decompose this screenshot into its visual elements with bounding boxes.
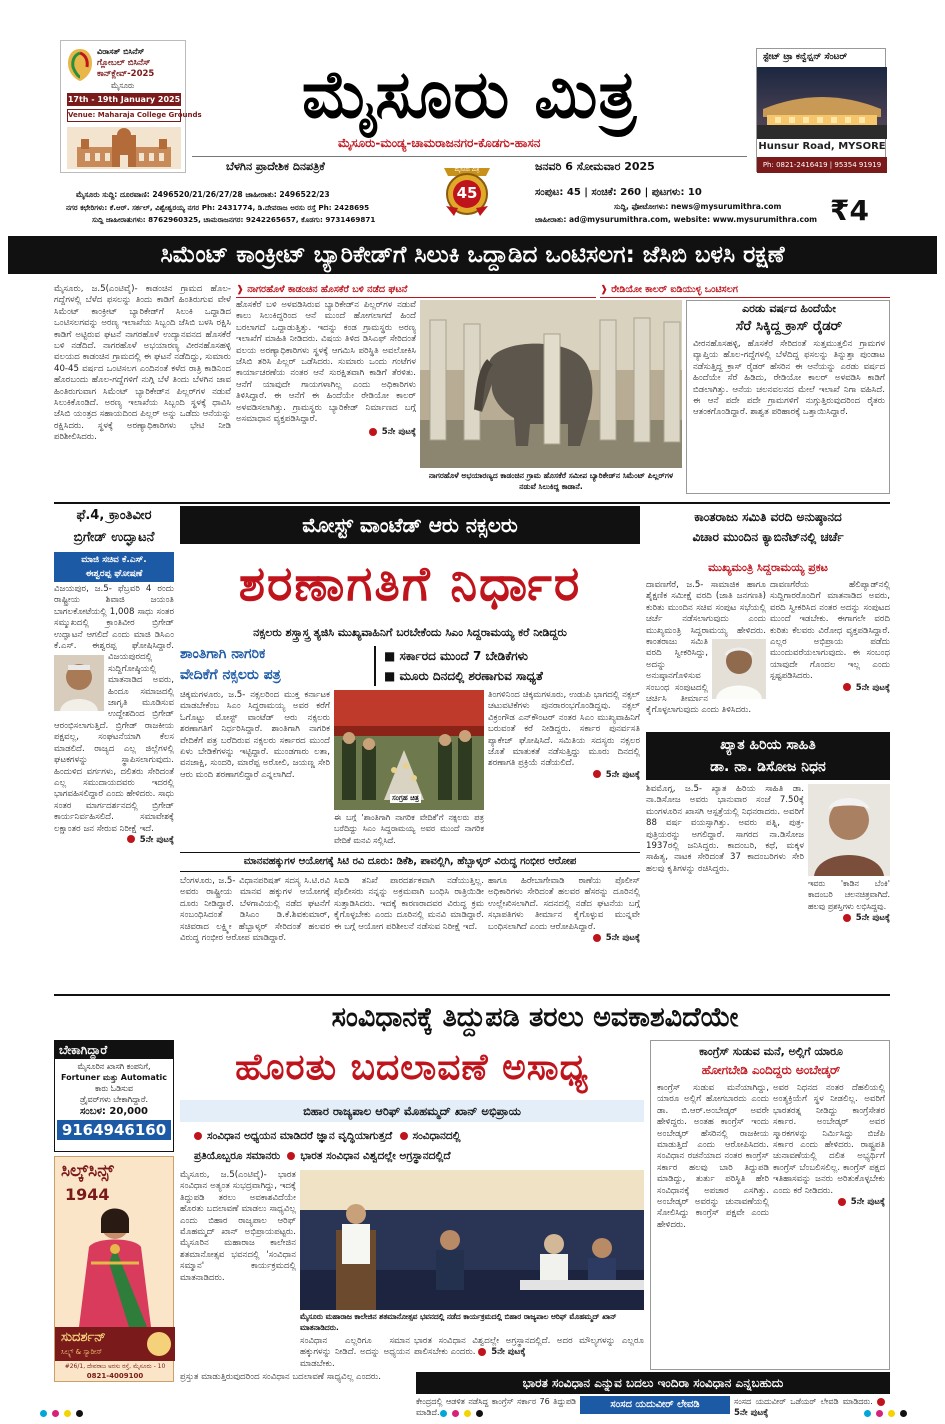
convention-title: ಸ್ಟೇಟ್‌ ಟ್ರಾ ಕನ್ವೆನ್ಷನ್ ಸೆಂಟರ್	[763, 52, 848, 62]
kantharaju-body-1: ದಾವಣಗೆರೆ, ಜ.5- ಸಾಮಾಜಿಕ ಹಾಗೂ ಶೈಕ್ಷಣಿಕ ಸಮೀಕ್ಷೆ ವರದಿ (ಜಾತಿ ಜನಗಣತಿ) ಕುರಿತು ಮುಂದಿನ ಸಚಿವ ಸಂಪುಟ ಸಭೆಯಲ್ಲಿ ಚರ್ಚೆ ನಡೆಸಲಾಗುವುದು ಎಂದು ಮುಖ್ಯಮಂತ್ರಿ ಸಿದ್ದರಾಮಯ್ಯ ಹೇಳಿದರು. ಕಾಂತರಾಜು ಸಮಿತಿ ವರದಿ ಸ್ವೀಕರಿಸಿದ್ದು, ಅದನ್ನು ಅನುಷ್ಠಾನಗೊಳಿಸುವ ಸಂಬಂಧ ಸಂಪುಟದಲ್ಲಿ ಚರ್ಚಿಸಿ ತೀರ್ಮಾನ ಕೈಗೊಳ್ಳಲಾಗುವುದು ಎಂದು ತಿಳಿಸಿದರು.	[646, 580, 766, 716]
sidebox-body: ವೀರನಹೊಸಹಳ್ಳಿ, ಹೊಸಕೆರೆ ಸೇರಿದಂತೆ ಸುತ್ತಮುತ್ತಲಿನ ಗ್ರಾಮಗಳ ವ್ಯಾಪ್ತಿಯ ಹೊಲ-ಗದ್ದೆಗಳಲ್ಲಿ ಬೆಳೆದಿದ್ದ ಫಸಲನ್ನು ತಿನ್ನುತ್ತಾ ಪುಂಡಾಟ ನಡೆಸುತ್ತಿದ್ದ ಕ್ರಾಸ್ ರೈಡರ್ ಹೆಸರಿನ ಈ ಆನೆಯನ್ನು ಎರಡು ವರ್ಷದ ಹಿಂದೆಯೇ ಸೆರೆ ಹಿಡಿದು, ರೇಡಿಯೋ ಕಾಲರ್ ಅಳವಡಿಸಿ ಕಾಡಿಗೆ ಬಿಡಲಾಗಿತ್ತು. ಆನೆಯ ಚಲನವಲನದ ಮೇಲೆ ಇಲಾಖೆ ನಿಗಾ ವಹಿಸಿದೆ. ಈ ಆನೆ ಪದೇ ಪದೇ ಗ್ರಾಮಗಳಿಗೆ ನುಗ್ಗುತ್ತಿರುವುದರಿಂದ ರೈತರು ಆತಂಕಗೊಂಡಿದ್ದಾರೆ. ಶಾಶ್ವತ ಪರಿಹಾರಕ್ಕೆ ಒತ್ತಾಯಿಸಿದ್ದಾರೆ.	[693, 339, 885, 418]
governor-photo	[300, 1170, 644, 1310]
lead-body-col-1: ಮೈಸೂರು, ಜ.5(ಎಂಟಿವೈ)- ಕಾಡಂಚಿನ ಗ್ರಾಮದ ಹೊಲ-ಗದ್ದೆಗಳಲ್ಲಿ ಬೆಳೆದ ಫಸಲನ್ನು ತಿಂದು ಕಾಡಿಗೆ ಹಿಂತಿರುಗುವ ವೇಳೆ ಸಿಮೆಂಟ್ ಕಾಂಕ್ರೀಟ್ ಬ್ಯಾರಿಕೇಡ್‌ಗೆ ಸಿಲುಕಿ ಒದ್ದಾಡಿದ ಒಂಟಿಸಲಗವನ್ನು ಅರಣ್ಯ ಇಲಾಖೆಯ ಸಿಬ್ಬಂದಿ ಜೆಸಿಬಿ ಬಳಸಿ ರಕ್ಷಿಸಿ ಕಾಡಿಗೆ ಅಟ್ಟಿರುವ ಘಟನೆ ನಾಗರಹೊಳೆ ಉದ್ಯಾನವನದ ಹೊಸಕೆರೆ ಬಳಿ ನಡೆದಿದೆ. ನಾಗರಹೊಳೆ ಅಭಯಾರಣ್ಯ ವೀರನಹೊಸಹಳ್ಳಿ ವಲಯದ ಕಾಡಂಚಿನ ಗ್ರಾಮದಲ್ಲಿ ಈ ಘಟನೆ ನಡೆದಿದ್ದು, ಸುಮಾರು 40-45 ವರ್ಷದ ಒಂಟಿಸಲಗ ಎಂದಿನಂತೆ ಕಳೆದ ರಾತ್ರಿ ಕಾಡಿನಿಂದ ಹೊರಬಂದು ಹೊಲ-ಗದ್ದೆಗಳಿಗೆ ನುಗ್ಗಿ ಬೆಳೆ ತಿಂದು ಬೆಳಗಿನ ಜಾವ ಹಿಂತಿರುಗುವಾಗ ಸಿಮೆಂಟ್ ಬ್ಯಾರಿಕೇಡ್‌ನ ಪಿಲ್ಲರ್‌ಗಳ ನಡುವೆ ಸಿಲುಕಿಕೊಂಡಿದೆ. ಅರಣ್ಯ ಇಲಾಖೆಯ ಸಿಬ್ಬಂದಿ ಸ್ಥಳಕ್ಕೆ ಧಾವಿಸಿ ಜೆಸಿಬಿ ಯಂತ್ರದ ಸಹಾಯದಿಂದ ಪಿಲ್ಲರ್ ಅನ್ನು ಒಡೆದು ಆನೆಯನ್ನು ರಕ್ಷಿಸಿದರು. ಸ್ಥಳಕ್ಕೆ ಅರಣ್ಯಾಧಿಕಾರಿಗಳು ಭೇಟಿ ನೀಡಿ ಪರಿಶೀಲಿಸಿದರು.	[54, 284, 231, 443]
sidebox-head-2: ಸೆರೆ ಸಿಕ್ಕಿದ್ದ ಕ್ರಾಸ್ ರೈಡರ್	[735, 318, 843, 334]
registration-dot-black	[76, 1410, 83, 1417]
silk-ad-brand-sub: ಸಿಲ್ಕ್ಸ್ & ಸ್ಯಾರೀಸ್	[61, 1348, 103, 1356]
classified-line-3: ಕಾರು ಓಡಿಸುವ	[94, 1084, 134, 1093]
siddaramaiah-photo	[712, 639, 766, 699]
kantharaju-head-2: ವಿಚಾರ ಮುಂದಿನ ಕ್ಯಾಬಿನೆಟ್‌ನಲ್ಲಿ ಚರ್ಚೆ	[692, 530, 844, 544]
bottom-more-link[interactable]: 5ನೇ ಪುಟಕ್ಕೆ	[734, 1408, 769, 1419]
bottom-body-2: ಕೇಂದ್ರದಲ್ಲಿ ಆಡಳಿತ ನಡೆಸಿದ್ದ ಕಾಂಗ್ರೆಸ್ ಸರ್ಕಾರ 76 ತಿದ್ದುಪಡಿ ಮಾಡಿದೆ.	[416, 1397, 576, 1418]
elephant-caption: ನಾಗರಹೊಳೆ ಅಭಯಾರಣ್ಯದ ಕಾಡಂಚಿನ ಗ್ರಾಮ ಹೊಸಕೆರೆ ಸಮೀಪ ಬ್ಯಾರಿಕೇಡ್‌ನ ಸಿಮೆಂಟ್ ಪಿಲ್ಲರ್‌ಗಳ ನಡುವೆ ಸಿಲುಕಿದ್ದ ಕಾಡಾನೆ.	[428, 471, 674, 491]
brigade-sub-2: ಈಶ್ವರಪ್ಪ ಘೋಷಣೆ	[85, 569, 143, 579]
silk-ad-phone: 0821-4009100	[86, 1372, 144, 1380]
event-logo-icon	[65, 47, 95, 83]
maoist-photo-caption: ಈ ಬಗ್ಗೆ 'ಶಾಂತಿಗಾಗಿ ನಾಗರಿಕ ವೇದಿಕೆ'ಗೆ ನಕ್ಸಲರು ಪತ್ರ ಬರೆದಿದ್ದು ಸಿಎಂ ಸಿದ್ದರಾಮಯ್ಯ ಅವರ ಮುಂದೆ ನಾಗರಿಕ ವೇದಿಕೆ ಮನವಿ ಸಲ್ಲಿಸಿದೆ.	[334, 813, 484, 845]
lead-body-col-2: ಹೊಸಕೆರೆ ಬಳಿ ಅಳವಡಿಸಿರುವ ಬ್ಯಾರಿಕೇಡ್‌ನ ಪಿಲ್ಲರ್‌ಗಳ ನಡುವೆ ಕಾಲು ಸಿಲುಕಿದ್ದರಿಂದ ಆನೆ ಮುಂದೆ ಹೋಗಲಾಗದೆ ಹಿಂದೆ ಬರಲಾಗದೆ ಒದ್ದಾಡುತ್ತಿತ್ತು. ಇದನ್ನು ಕಂಡ ಗ್ರಾಮಸ್ಥರು ಅರಣ್ಯ ಇಲಾಖೆಗೆ ಮಾಹಿತಿ ನೀಡಿದರು. ವಿಷಯ ತಿಳಿದ ಡಿಸಿಎಫ್ ಸೇರಿದಂತೆ ವಲಯ ಅರಣ್ಯಾಧಿಕಾರಿಗಳು ಸ್ಥಳಕ್ಕೆ ಆಗಮಿಸಿ ಪರಿಸ್ಥಿತಿ ಅವಲೋಕಿಸಿ ಜೆಸಿಬಿ ತರಿಸಿ ಪಿಲ್ಲರ್ ಒಡೆಸಿದರು. ಸುಮಾರು ಒಂದು ಗಂಟೆಗಳ ಕಾರ್ಯಾಚರಣೆಯ ನಂತರ ಆನೆ ಸುರಕ್ಷಿತವಾಗಿ ಕಾಡಿಗೆ ತೆರಳಿತು. ಆನೆಗೆ ಯಾವುದೇ ಗಾಯಗಳಾಗಿಲ್ಲ ಎಂದು ಅಧಿಕಾರಿಗಳು ತಿಳಿಸಿದ್ದಾರೆ. ಈ ಆನೆಗೆ ಈ ಹಿಂದೆಯೇ ರೇಡಿಯೋ ಕಾಲರ್ ಅಳವಡಿಸಲಾಗಿತ್ತು. ಗ್ರಾಮಸ್ಥರು ಬ್ಯಾರಿಕೇಡ್ ನಿರ್ಮಾಣದ ಬಗ್ಗೆ ಅಸಮಾಧಾನ ವ್ಯಕ್ತಪಡಿಸಿದ್ದಾರೆ. 5ನೇ ಪುಟಕ್ಕೆ	[236, 300, 416, 438]
emblem-label: ಮೈಸೂರು ಮಿತ್ರ	[454, 167, 480, 173]
maoist-body-1: ಚಿಕ್ಕಮಗಳೂರು, ಜ.5- ನಕ್ಸಲರಿಂದ ಮುಕ್ತ ಕರ್ನಾಟಕ ಮಾಡಬೇಕೆಂಬ ಸಿಎಂ ಸಿದ್ದರಾಮಯ್ಯ ಅವರ ಕರೆಗೆ ಓಗೊಟ್ಟು ಮೋಸ್ಟ್ ವಾಂಟೆಡ್ ಆರು ನಕ್ಸಲರು ಶರಣಾಗತಿಗೆ ನಿರ್ಧರಿಸಿದ್ದಾರೆ. ಶಾಂತಿಗಾಗಿ ನಾಗರಿಕ ವೇದಿಕೆಗೆ ಪತ್ರ ಬರೆದಿರುವ ನಕ್ಸಲರು ಸರ್ಕಾರದ ಮುಂದೆ ಏಳು ಬೇಡಿಕೆಗಳನ್ನು ಇಟ್ಟಿದ್ದಾರೆ. ಮುಂಡಗಾರು ಲತಾ, ವನಜಾಕ್ಷಿ, ಸುಂದರಿ, ಮಾರೆಪ್ಪ ಅರೋಲಿ, ಜಯಣ್ಣ ಸೇರಿ ಆರು ಮಂದಿ ಶರಣಾಗಲಿದ್ದಾರೆ ಎನ್ನಲಾಗಿದೆ.	[180, 690, 330, 780]
bottom-body-3: ಸಂಸದ ಯದುವೀರ್ ಒಡೆಯರ್ ಲೇವಡಿ ಮಾಡಿದರು. 5ನೇ ಪುಟಕ್ಕೆ	[734, 1396, 890, 1420]
ravi-body-1: ಬೆಂಗಳೂರು, ಜ.5- ವಿಧಾನಪರಿಷತ್ ಸದಸ್ಯ ಸಿ.ಟಿ.ರವಿ ಅವರು ರಾಷ್ಟ್ರೀಯ ಮಾನವ ಹಕ್ಕುಗಳ ಆಯೋಗಕ್ಕೆ ದೂರು ನೀಡಿದ್ದಾರೆ. ಬೆಳಗಾವಿಯಲ್ಲಿ ನಡೆದ ಘಟನೆಗೆ ಸಂಬಂಧಿಸಿದಂತೆ ಡಿಸಿಎಂ ಡಿ.ಕೆ.ಶಿವಕುಮಾರ್, ಸಚಿವರಾದ ಲಕ್ಷ್ಮೀ ಹೆಬ್ಬಾಳ್ಕರ್ ಸೇರಿದಂತೆ ಹಲವರ ವಿರುದ್ಧ ಗಂಭೀರ ಆರೋಪ ಮಾಡಿದ್ದಾರೆ.	[180, 876, 330, 944]
kantharaju-sub: ಮುಖ್ಯಮಂತ್ರಿ ಸಿದ್ದರಾಮಯ್ಯ ಪ್ರಕಟ	[708, 561, 828, 574]
regions-line: ಮೈಸೂರು-ಮಂಡ್ಯ-ಚಾಮರಾಜನಗರ-ಕೊಡಗು-ಹಾಸನ	[338, 136, 541, 150]
classified-line-2: Fortuner ಮತ್ತು Automatic	[60, 1073, 168, 1082]
eshwarappa-photo	[54, 655, 104, 711]
convention-phone: Ph: 0821-2416419 | 95354 91919	[757, 157, 887, 173]
constitution-body-1: ಮೈಸೂರು, ಜ.5(ಎಂಟಿವೈ)- ಭಾರತ ಸಂವಿಧಾನ ಅತ್ಯಂತ ಸುಭದ್ರವಾಗಿದ್ದು, ಇದಕ್ಕೆ ತಿದ್ದುಪಡಿ ತರಲು ಅವಕಾಶವಿದೆಯೇ ಹೊರತು ಬದಲಾವಣೆ ಮಾಡಲು ಸಾಧ್ಯವಿಲ್ಲ ಎಂದು ಬಿಹಾರ ರಾಜ್ಯಪಾಲ ಆರಿಫ್ ಮೊಹಮ್ಮದ್ ಖಾನ್ ಅಭಿಪ್ರಾಯಪಟ್ಟರು. ಮೈಸೂರಿನ ಮಹಾರಾಜ ಕಾಲೇಜಿನ ಶತಮಾನೋತ್ಸವ ಭವನದಲ್ಲಿ 'ಸಂವಿಧಾನ ಸಮ್ಮಾನ' ಕಾರ್ಯಕ್ರಮದಲ್ಲಿ ಮಾತನಾಡಿದರು.	[180, 1170, 296, 1283]
event-line-4: ಮೈಸೂರು	[111, 81, 135, 90]
maoist-quote-1: ಶಾಂತಿಗಾಗಿ ನಾಗರಿಕ	[180, 646, 266, 662]
event-line-2: ಗ್ಲೋಬಲ್ ಬಿಸಿನೆಸ್	[97, 58, 151, 68]
brigade-sub	[54, 552, 174, 582]
brigade-head-1: ಫೆ.4, ಕ್ರಾಂತಿವೀರ	[76, 508, 152, 523]
tagline: ಬೆಳಗಿನ ಪ್ರಾದೇಶಿಕ ದಿನಪತ್ರಿಕೆ	[226, 160, 325, 173]
maoist-quote-2: ವೇದಿಕೆಗೆ ನಕ್ಸಲರು ಪತ್ರ	[180, 667, 281, 683]
lead-strap-1	[236, 282, 596, 298]
masthead	[0, 0, 945, 232]
editor-line: ಸುದ್ದಿ ಜಾಹೀರಾತುಗಳು: 8762960325, ಚಾಮರಾಜನಗರ: 9242265657, ಕೊಡಗು: 9731469871	[92, 215, 376, 224]
convention-place: Hunsur Road, MYSORE	[758, 141, 886, 152]
convention-hall-photo	[757, 67, 887, 139]
maoist-body-2: ತಿಂಗಳಿನಿಂದ ಚಿಕ್ಕಮಗಳೂರು, ಉಡುಪಿ ಭಾಗದಲ್ಲಿ ನಕ್ಸಲ್ ಚಟುವಟಿಕೆಗಳು ಪುನರಾರಂಭಗೊಂಡಿದ್ದವು. ನಕ್ಸಲ್ ವಿಕ್ರಂಗೌಡ ಎನ್‌ಕೌಂಟರ್ ನಂತರ ಸಿಎಂ ಮುಖ್ಯವಾಹಿನಿಗೆ ಬರುವಂತೆ ಕರೆ ನೀಡಿದ್ದರು. ಸರ್ಕಾರ ಪುನರ್ವಸತಿ ಪ್ಯಾಕೇಜ್ ಘೋಷಿಸಿದೆ. ಸಮಿತಿಯ ಸದಸ್ಯರು ನಕ್ಸಲರ ಜೊತೆ ಮಾತುಕತೆ ನಡೆಸುತ್ತಿದ್ದು ಮೂರು ದಿನದಲ್ಲಿ ಶರಣಾಗತಿ ಪ್ರಕ್ರಿಯೆ ನಡೆಯಲಿದೆ. 5ನೇ ಪುಟಕ್ಕೆ	[488, 690, 640, 780]
dsouza-photo	[808, 784, 890, 876]
bottom-banner: ಭಾರತ ಸಂವಿಧಾನ ಎನ್ನುವ ಬದಲು ಇಂದಿರಾ ಸಂವಿಧಾನ ಎನ್ನಬಹುದು	[416, 1372, 890, 1394]
constitution-body-2: ಸಂವಿಧಾನ ಎಲ್ಲರಿಗೂ ಸಮಾನ ಹಕ್ಕುಗಳನ್ನು ನೀಡಿದೆ. ಅದನ್ನು ಅಧ್ಯಯನ ಮಾಡಬೇಕು.	[300, 1336, 410, 1369]
convention-ad[interactable]	[756, 48, 886, 172]
ad-email: ಜಾಹೀರಾತು: ad@mysurumithra.com, website: www.mysurumithra.com	[535, 215, 818, 224]
sun-logo-icon	[147, 1332, 171, 1356]
maoist-quote	[180, 644, 366, 686]
congress-box	[650, 1040, 890, 1370]
mp-label: ಸಂಸದ ಯದುವೀರ್ ಲೇವಡಿ	[580, 1396, 730, 1414]
maoist-more-link[interactable]: 5ನೇ ಪುಟಕ್ಕೆ	[605, 769, 640, 780]
constitution-deck: ಬಿಹಾರ ರಾಜ್ಯಪಾಲ ಆರಿಫ್ ಮೊಹಮ್ಮದ್ ಖಾನ್ ಅಭಿಪ್ರಾಯ	[180, 1100, 644, 1122]
point-square-icon: ■	[384, 669, 400, 683]
strap-arrow-icon: ❱	[236, 284, 248, 295]
photo-label: ಸಂಗ್ರಹ ಚಿತ್ರ	[392, 794, 419, 802]
event-dates: 17th - 19th January 2025	[67, 95, 181, 104]
brigade-box	[54, 506, 174, 552]
newspaper-title: ಮೈಸೂರು ಮಿತ್ರ	[301, 55, 638, 133]
maoist-headline: ಶರಣಾಗತಿಗೆ ನಿರ್ಧಾರ	[238, 556, 582, 612]
event-venue: Venue: Maharaja College Grounds	[67, 109, 181, 122]
classified-salary: ಸಂಬಳ: 20,000	[79, 1106, 148, 1117]
bottom-body-1: ಪ್ರಸ್ತುತ ಮಾಡುತ್ತಿರುವುದರಿಂದ ಸಂವಿಧಾನ ಬದಲಾವಣೆ ಸಾಧ್ಯವಿಲ್ಲ ಎಂದರು.	[180, 1372, 381, 1382]
more-bullet-icon	[478, 1348, 486, 1356]
congress-head-1: ಕಾಂಗ್ರೆಸ್ ಸುಡುವ ಮನೆ, ಅಲ್ಲಿಗೆ ಯಾರೂ	[699, 1045, 843, 1058]
kantharaju-body-2: ದಾವಣಗೆರೆಯ ಹೆಲಿಪ್ಯಾಡ್‌ನಲ್ಲಿ ಸುದ್ದಿಗಾರರೊಂದಿಗೆ ಮಾತನಾಡಿದ ಅವರು, ವರದಿ ಸ್ವೀಕರಿಸಿದ ನಂತರ ಅದನ್ನು ಸಂಪುಟದ ಮುಂದೆ ಇಡಬೇಕು. ಈಗಾಗಲೇ ವರದಿ ಕುರಿತು ಕೆಲವರು ವಿರೋಧ ವ್ಯಕ್ತಪಡಿಸಿದ್ದಾರೆ. ಎಲ್ಲರ ಅಭಿಪ್ರಾಯ ಪಡೆದು ಮುಂದುವರೆಯಲಾಗುವುದು. ಈ ಸಂಬಂಧ ಯಾವುದೇ ಗೊಂದಲ ಇಲ್ಲ ಎಂದು ಸ್ಪಷ್ಟಪಡಿಸಿದರು. 5ನೇ ಪುಟಕ್ಕೆ	[770, 580, 890, 693]
more-bullet-icon	[593, 934, 601, 942]
maoist-kicker: ಮೋಸ್ಟ್ ವಾಂಟೆಡ್ ಆರು ನಕ್ಸಲರು	[180, 506, 640, 544]
registration-dot-magenta	[52, 1410, 59, 1417]
kantharaju-head	[646, 506, 890, 558]
point-bullet-icon	[194, 1132, 202, 1140]
lead-strap-2	[600, 282, 890, 298]
saree-model-photo	[69, 1203, 161, 1327]
registration-dot-yellow-3	[888, 1410, 895, 1417]
congress-more-link[interactable]: 5ನೇ ಪುಟಕ್ಕೆ	[850, 1197, 885, 1208]
volume-line: ಸಂಪುಟ: 45 | ಸಂಚಿಕೆ: 260 | ಪುಟಗಳು: 10	[535, 187, 702, 198]
obit-more-link[interactable]: 5ನೇ ಪುಟಕ್ಕೆ	[855, 913, 890, 924]
naxal-group-photo	[334, 690, 484, 810]
registration-dot-yellow-2	[464, 1410, 471, 1417]
registration-dot-magenta-2	[452, 1410, 459, 1417]
obit-body-2: ಇವರು 'ಕಾಡಿನ ಬೆಂಕಿ' ಕಾದಂಬರಿ ಚಲನಚಿತ್ರವಾಗಿದೆ. ಹಲವು ಪ್ರಶಸ್ತಿಗಳು ಲಭಿಸಿದ್ದವು. 5ನೇ ಪುಟಕ್ಕೆ	[808, 879, 890, 924]
more-bullet-icon	[843, 914, 851, 922]
price: ₹4	[830, 194, 869, 227]
constitution-points-row-2: ಪ್ರತಿಯೊಬ್ಬರೂ ಸಮಾನರು ಭಾರತ ಸಂವಿಧಾನ ವಿಶ್ವದಲ್ಲೇ ಅಗ್ರಸ್ಥಾನದಲ್ಲಿದೆ	[194, 1150, 451, 1162]
kantharaju-more-link[interactable]: 5ನೇ ಪುಟಕ್ಕೆ	[855, 682, 890, 693]
more-bullet-icon	[369, 428, 377, 436]
maoist-points	[374, 646, 640, 686]
silk-ad-year: 1944	[65, 1185, 110, 1204]
lead-banner: ಸಿಮೆಂಟ್ ಕಾಂಕ್ರೀಟ್ ಬ್ಯಾರಿಕೇಡ್‌ಗೆ ಸಿಲುಕಿ ಒದ್ದಾಡಿದ ಒಂಟಿಸಲಗ: ಜೆಸಿಬಿ ಬಳಸಿ ರಕ್ಷಣೆ	[8, 236, 937, 274]
registration-dot-magenta-3	[876, 1410, 883, 1417]
silk-ad-title: ಸಿಲ್ಕ್‌ಸಿನ್ಸ್	[61, 1161, 114, 1181]
governor-caption: ಮೈಸೂರು ಮಹಾರಾಜ ಕಾಲೇಜಿನ ಶತಮಾನೋತ್ಸವ ಭವನದಲ್ಲಿ ನಡೆದ ಕಾರ್ಯಕ್ರಮದಲ್ಲಿ ಬಿಹಾರ ರಾಜ್ಯಪಾಲ ಆರಿಫ್ ಮೊಹಮ್ಮದ್ ಖಾನ್ ಮಾತನಾಡಿದರು.	[300, 1312, 617, 1332]
classified-ad[interactable]	[54, 1040, 174, 1152]
ravi-headline: ಮಾನವಹಕ್ಕುಗಳ ಆಯೋಗಕ್ಕೆ ಸಿಟಿ ರವಿ ದೂರು: ಡಿಕೆಶಿ, ಪಾವಲ್ಲಿಗಿ, ಹೆಬ್ಬಾಳ್ಕರ್ ವಿರುದ್ಧ ಗಂಭೀರ ಆರೋಪ	[180, 852, 640, 872]
more-bullet-icon	[127, 835, 135, 843]
ravi-body-2: ಸಿಐಡಿ ತನಿಖೆ ಪಾರದರ್ಶಕವಾಗಿ ನಡೆಯುತ್ತಿಲ್ಲ. ಪೊಲೀಸರು ನನ್ನನ್ನು ಅಕ್ರಮವಾಗಿ ಬಂಧಿಸಿ ರಾತ್ರಿಯಿಡೀ ಸುತ್ತಾಡಿಸಿದರು. ಇದಕ್ಕೆ ಕಾರಣರಾದವರ ವಿರುದ್ಧ ಕ್ರಮ ಕೈಗೊಳ್ಳಬೇಕು ಎಂದು ದೂರಿನಲ್ಲಿ ಮನವಿ ಮಾಡಿದ್ದಾರೆ. ಈ ಬಗ್ಗೆ ಆಯೋಗ ಪರಿಶೀಲನೆ ನಡೆಸುವ ನಿರೀಕ್ಷೆ ಇದೆ.	[334, 876, 484, 932]
lead-strap-1-text: ನಾಗರಹೊಳೆ ಕಾಡಂಚಿನ ಹೊಸಕೆರೆ ಬಳಿ ನಡೆದ ಘಟನೆ	[247, 284, 408, 295]
point-bullet-icon	[400, 1132, 408, 1140]
brigade-head-2: ಬ್ರಿಗೇಡ್ ಉದ್ಘಾಟನೆ	[73, 530, 155, 545]
kantharaju-head-1: ಕಾಂತರಾಜು ಸಮಿತಿ ವರದಿ ಅನುಷ್ಠಾನದ	[694, 510, 842, 524]
constitution-kicker: ಸಂವಿಧಾನಕ್ಕೆ ತಿದ್ದುಪಡಿ ತರಲು ಅವಕಾಶವಿದೆಯೇ	[331, 1002, 739, 1033]
branch-line: ನಗರ ಕಛೇರಿಗಳು: ಕೆ.ಆರ್. ಸರ್ಕಲ್, ವಿಶ್ವೇಶ್ವರಯ್ಯ ನಗರ Ph: 2431774, ಡಿ.ದೇವರಾಜ ಅರಸು ರಸ್ತೆ Ph: 2428695	[66, 203, 370, 212]
more-bullet-icon	[838, 1198, 846, 1206]
classified-head: ಬೇಕಾಗಿದ್ದಾರೆ	[55, 1041, 173, 1059]
tagline-rule	[192, 156, 747, 157]
point-bullet-icon	[287, 1152, 295, 1160]
obit-head	[646, 732, 890, 780]
classified-line-1: ಮೈಸೂರಿನ ಖಾಸಗಿ ಕಂಪನಿಗೆ,	[77, 1062, 151, 1071]
classified-phone[interactable]: 9164946160	[57, 1120, 171, 1140]
silk-ad-brand: ಸುದರ್ಶನ್	[61, 1330, 106, 1345]
elephant-photo	[420, 300, 682, 468]
more-bullet-icon	[593, 770, 601, 778]
event-line-3: ಕಾನ್‌ಕ್ಲೇವ್-2025	[97, 69, 155, 79]
congress-body-2: ಅವರ ನಿಧನದ ನಂತರ ದೆಹಲಿಯಲ್ಲಿ ಅಂತ್ಯಕ್ರಿಯೆಗೆ ಸ್ಥಳ ನೀಡಲಿಲ್ಲ. ಅವರಿಗೆ ಭಾರತರತ್ನ ನೀಡಿದ್ದು ಕಾಂಗ್ರೆಸೇತರ ಸರ್ಕಾರ. ಅಂಬೇಡ್ಕರ್ ಅವರ ಸ್ಮಾರಕಗಳನ್ನು ನಿರ್ಮಿಸಿದ್ದು ಬಿಜೆಪಿ ಸರ್ಕಾರ ಎಂದು ಹೇಳಿದರು. ರಾಷ್ಟ್ರಪತಿ ಚುನಾವಣೆಯಲ್ಲಿ ದಲಿತ ಅಭ್ಯರ್ಥಿಗೆ ಕಾಂಗ್ರೆಸ್ ಬೆಂಬಲಿಸಲಿಲ್ಲ. ಕಾಂಗ್ರೆಸ್ ಪಕ್ಷದ ಇತಿಹಾಸವನ್ನು ಜನರು ಅರಿತುಕೊಳ್ಳಬೇಕು ಎಂದು ಕರೆ ನೀಡಿದರು. 5ನೇ ಪುಟಕ್ಕೆ	[773, 1083, 885, 1208]
brigade-sub-1: ಮಾಜಿ ಸಚಿವ ಕೆ.ಎಸ್.	[81, 555, 147, 565]
obit-head-1: ಖ್ಯಾತ ಹಿರಿಯ ಸಾಹಿತಿ	[720, 737, 816, 753]
emblem-number: 45	[456, 184, 478, 202]
lead-more-link[interactable]: 5ನೇ ಪುಟಕ್ಕೆ	[381, 427, 416, 438]
obit-head-2: ಡಾ. ನಾ. ಡಿಸೋಜ ನಿಧನ	[710, 759, 826, 775]
palace-illustration	[67, 127, 181, 169]
constitution-headline: ಹೊರತು ಬದಲಾವಣೆ ಅಸಾಧ್ಯ	[235, 1047, 589, 1088]
congress-head-2: ಹೋಗಬೇಡಿ ಎಂದಿದ್ದರು ಅಂಬೇಡ್ಕರ್	[701, 1063, 841, 1077]
more-bullet-icon	[877, 1398, 885, 1406]
event-ad[interactable]	[60, 40, 202, 173]
maoist-deck: ನಕ್ಸಲರು ಶಸ್ತ್ರಾಸ್ತ್ರ ತ್ಯಜಿಸಿ ಮುಖ್ಯವಾಹಿನಿಗೆ ಬರಬೇಕೆಂದು ಸಿಎಂ ಸಿದ್ದರಾಮಯ್ಯ ಕರೆ ನೀಡಿದ್ದರು	[253, 626, 567, 639]
ravi-body-3: ಹಾಗೂ ಹಿರೇಬಾಗೇವಾಡಿ ಠಾಣೆಯ ಪೊಲೀಸ್ ಅಧಿಕಾರಿಗಳು ಸೇರಿದಂತೆ ಹಲವರ ಹೆಸರನ್ನು ದೂರಿನಲ್ಲಿ ಉಲ್ಲೇಖಿಸಲಾಗಿದೆ. ಸದನದಲ್ಲಿ ನಡೆದ ಘಟನೆಯ ಬಗ್ಗೆ ಸಭಾಪತಿಗಳು ತೀರ್ಮಾನ ಕೈಗೊಳ್ಳುವ ಮುನ್ನವೇ ಬಂಧಿಸಲಾಗಿದೆ ಎಂದು ಆರೋಪಿಸಿದ್ದಾರೆ. 5ನೇ ಪುಟಕ್ಕೆ	[488, 876, 640, 944]
lead-sidebox	[686, 300, 890, 494]
maoist-point-1: ■ ಸರ್ಕಾರದ ಮುಂದೆ 7 ಬೇಡಿಕೆಗಳು	[384, 649, 528, 663]
strap-arrow-icon: ❱	[600, 284, 612, 295]
phone-line: ಮೈಸೂರು ಸುದ್ದಿ: ದೂರವಾಣಿ: 2496520/21/26/27/28 ಜಾಹೀರಾತು: 2496522/23	[76, 190, 330, 199]
classified-line-4: ಡ್ರೈವರ್‌ಗಳು ಬೇಕಾಗಿದ್ದಾರೆ.	[80, 1095, 148, 1104]
point-square-icon: ■	[384, 649, 400, 663]
registration-dot-black-3	[900, 1410, 907, 1417]
constitution-more-link[interactable]: 5ನೇ ಪುಟಕ್ಕೆ	[491, 1347, 526, 1358]
maoist-point-2: ■ ಮೂರು ದಿನದಲ್ಲಿ ಶರಣಾಗುವ ಸಾಧ್ಯತೆ	[384, 669, 543, 683]
sidebox-head-1: ಎರಡು ವರ್ಷದ ಹಿಂದೆಯೇ	[742, 302, 836, 315]
registration-dot-cyan	[40, 1410, 47, 1417]
obit-body-1: ಶಿವಮೊಗ್ಗ, ಜ.5- ಖ್ಯಾತ ಹಿರಿಯ ಸಾಹಿತಿ ಡಾ. ನಾ.ಡಿಸೋಜ ಅವರು ಭಾನುವಾರ ಸಂಜೆ 7.50ಕ್ಕೆ ಮಂಗಳೂರಿನ ಖಾಸಗಿ ಆಸ್ಪತ್ರೆಯಲ್ಲಿ ನಿಧನರಾದರು. ಅವರಿಗೆ 88 ವರ್ಷ ವಯಸ್ಸಾಗಿತ್ತು. ಅವರು ಪತ್ನಿ, ಪುತ್ರ-ಪುತ್ರಿಯರನ್ನು ಅಗಲಿದ್ದಾರೆ. ಸಾಗರದ ನಾ.ಡಿಸೋಜ 1937ರಲ್ಲಿ ಜನಿಸಿದ್ದರು. ಕಾದಂಬರಿ, ಕಥೆ, ಮಕ್ಕಳ ಸಾಹಿತ್ಯ, ನಾಟಕ ಸೇರಿದಂತೆ 37 ಕಾದಂಬರಿಗಳು ಸೇರಿ ಹಲವು ಕೃತಿಗಳನ್ನು ರಚಿಸಿದ್ದರು.	[646, 784, 804, 874]
silk-ad[interactable]	[54, 1156, 174, 1382]
registration-dot-black-2	[476, 1410, 483, 1417]
more-bullet-icon	[843, 683, 851, 691]
brigade-body: ವಿಜಯಪುರ, ಜ.5- ಫೆಬ್ರವರಿ 4 ರಂದು ರಾಷ್ಟ್ರೀಯ ಶಿವಾಜಿ ಜಯಂತಿ ಬಾಗಲಕೋಟೆಯಲ್ಲಿ 1,008 ಸಾಧು ಸಂತರ ಸಮ್ಮುಖದಲ್ಲಿ ಕ್ರಾಂತಿವೀರ ಬ್ರಿಗೇಡ್ ಉದ್ಘಾಟನೆ ಆಗಲಿದೆ ಎಂದು ಮಾಜಿ ಡಿಸಿಎಂ ಕೆ.ಎಸ್. ಈಶ್ವರಪ್ಪ ಘೋಷಿಸಿದ್ದಾರೆ. ವಿಜಯಪುರದಲ್ಲಿ ಸುದ್ದಿಗೋಷ್ಠಿಯಲ್ಲಿ ಮಾತನಾಡಿದ ಅವರು, ಹಿಂದೂ ಸಮಾಜದಲ್ಲಿ ಜಾಗೃತಿ ಮೂಡಿಸುವ ಉದ್ದೇಶದಿಂದ ಬ್ರಿಗೇಡ್ ಆರಂಭಿಸಲಾಗುತ್ತಿದೆ. ಬ್ರಿಗೇಡ್ ರಾಜಕೀಯ ಪಕ್ಷವಲ್ಲ, ಸಂಘಟನೆಯಾಗಿ ಕೆಲಸ ಮಾಡಲಿದೆ. ರಾಜ್ಯದ ಎಲ್ಲ ಜಿಲ್ಲೆಗಳಲ್ಲಿ ಘಟಕಗಳನ್ನು ಸ್ಥಾಪಿಸಲಾಗುವುದು. ಹಿಂದುಳಿದ ವರ್ಗಗಳು, ದಲಿತರು ಸೇರಿದಂತೆ ಎಲ್ಲ ಸಮುದಾಯದವರು ಇದರಲ್ಲಿ ಭಾಗವಹಿಸಲಿದ್ದಾರೆ ಎಂದು ಹೇಳಿದರು. ಸಾಧು ಸಂತರ ಮಾರ್ಗದರ್ಶನದಲ್ಲಿ ಬ್ರಿಗೇಡ್ ಕಾರ್ಯನಿರ್ವಹಿಸಲಿದೆ. ಸಮಾವೇಶಕ್ಕೆ ಲಕ್ಷಾಂತರ ಜನ ಸೇರುವ ನಿರೀಕ್ಷೆ ಇದೆ. 5ನೇ ಪುಟಕ್ಕೆ	[54, 584, 174, 845]
anniversary-emblem	[432, 160, 502, 220]
constitution-points-row-1: ಸಂವಿಧಾನ ಅಧ್ಯಯನ ಮಾಡಿದರೆ ಜ್ಞಾನ ವೃದ್ಧಿಯಾಗುತ್ತದೆ ಸಂವಿಧಾನದಲ್ಲಿ	[180, 1126, 644, 1146]
section-rule-1	[54, 502, 890, 504]
registration-dot-cyan-2	[440, 1410, 447, 1417]
event-line-1: ವಿರಾಸತ್ ಬಿಸಿನೆಸ್	[97, 47, 145, 56]
constitution-body-3: ಭಾರತ ಸಂವಿಧಾನ ವಿಶ್ವದಲ್ಲೇ ಅಗ್ರಸ್ಥಾನದಲ್ಲಿದೆ. ಅದರ ಮೌಲ್ಯಗಳನ್ನು ಎಲ್ಲರೂ ಪಾಲಿಸಬೇಕು ಎಂದರು. 5ನೇ ಪುಟಕ್ಕೆ	[414, 1336, 644, 1358]
silk-ad-brand-band	[55, 1327, 175, 1361]
news-email: ಸುದ್ದಿ, ಫೋಟೋಗಳು: news@mysurumithra.com	[614, 202, 782, 211]
registration-dot-yellow	[64, 1410, 71, 1417]
lead-strap-2-text: ರೇಡಿಯೋ ಕಾಲರ್ ಐಡಿಯುಳ್ಳ ಒಂಟಿಸಲಗ	[611, 284, 738, 295]
section-rule-2	[54, 994, 890, 996]
silk-ad-address: #26/1, ದೇವರಾಜ ಅರಸು ರಸ್ತೆ, ಮೈಸೂರು - 10	[64, 1363, 166, 1370]
congress-body-1: ಕಾಂಗ್ರೆಸ್ ಸುಡುವ ಮನೆಯಾಗಿದ್ದು, ಯಾರೂ ಅಲ್ಲಿಗೆ ಹೋಗಬಾರದು ಎಂದು ಡಾ. ಬಿ.ಆರ್.ಅಂಬೇಡ್ಕರ್ ಅವರೇ ಹೇಳಿದ್ದರು. ಅಂತಹ ಕಾಂಗ್ರೆಸ್ ಇಂದು ಅಂಬೇಡ್ಕರ್ ಹೆಸರಿನಲ್ಲಿ ರಾಜಕೀಯ ಮಾಡುತ್ತಿದೆ ಎಂದು ಆರೋಪಿಸಿದರು. ಸಂವಿಧಾನ ರಚನೆಯಾದ ನಂತರ ಕಾಂಗ್ರೆಸ್ ಸರ್ಕಾರ ಹಲವು ಬಾರಿ ತಿದ್ದುಪಡಿ ಮಾಡಿದ್ದು, ತುರ್ತು ಪರಿಸ್ಥಿತಿ ಹೇರಿ ಸಂವಿಧಾನಕ್ಕೆ ಅಪಚಾರ ಎಸಗಿತ್ತು. ಅಂಬೇಡ್ಕರ್ ಅವರನ್ನು ಚುನಾವಣೆಯಲ್ಲಿ ಸೋಲಿಸಿದ್ದು ಕಾಂಗ್ರೆಸ್ ಪಕ್ಷವೇ ಎಂದು ಹೇಳಿದರು.	[657, 1083, 769, 1230]
registration-dot-cyan-3	[864, 1410, 871, 1417]
constitution-points	[180, 1126, 644, 1166]
issue-date: ಜನವರಿ 6 ಸೋಮವಾರ 2025	[535, 160, 655, 173]
